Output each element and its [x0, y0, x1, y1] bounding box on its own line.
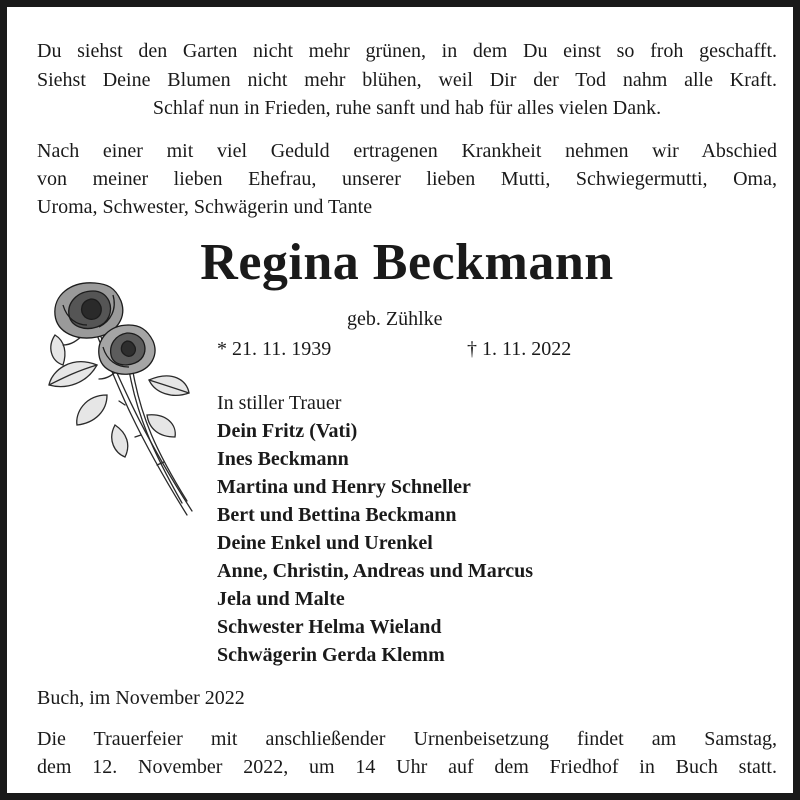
deceased-name: Regina Beckmann	[200, 234, 614, 291]
mourner-name: Ines Beckmann	[217, 448, 349, 470]
poem-line: Du siehst den Garten nicht mehr grünen, in dem Du einst so froh geschafft.	[37, 40, 777, 62]
mourner-name: Dein Fritz (Vati)	[217, 420, 358, 442]
poem-line: Siehst Deine Blumen nicht mehr blühen, weil Dir der Tod nahm alle Kraft.	[37, 69, 777, 91]
rose-illustration	[37, 275, 207, 525]
poem-line: Schlaf nun in Frieden, ruhe sanft und hab für alles vielen Dank.	[152, 97, 662, 119]
funeral-line: dem 12. November 2022, um 14 Uhr auf dem Friedhof in Buch statt.	[37, 756, 777, 778]
intro-line: Nach einer mit viel Geduld ertragenen Krankheit nehmen wir Abschied	[37, 140, 777, 162]
mourner-name: Schwester Helma Wieland	[217, 616, 442, 638]
funeral-line: Die Trauerfeier mit anschließender Urnenbeisetzung findet am Samstag,	[37, 728, 777, 750]
mourner-name: Bert und Bettina Beckmann	[217, 504, 457, 526]
place-date: Buch, im November 2022	[37, 687, 245, 709]
mourner-name: Martina und Henry Schneller	[217, 476, 471, 498]
mourners-heading: In stiller Trauer	[217, 392, 342, 414]
mourner-name: Anne, Christin, Andreas und Marcus	[217, 560, 533, 582]
intro-line: Uroma, Schwester, Schwägerin und Tante	[37, 196, 373, 218]
mourner-name: Schwägerin Gerda Klemm	[217, 644, 445, 666]
maiden-name: geb. Zühlke	[347, 308, 443, 330]
death-date: † 1. 11. 2022	[467, 338, 572, 360]
mourner-name: Deine Enkel und Urenkel	[217, 532, 433, 554]
birth-date: * 21. 11. 1939	[217, 338, 332, 360]
intro-line: von meiner lieben Ehefrau, unserer lieben Mutti, Schwiegermutti, Oma,	[37, 168, 777, 190]
mourner-name: Jela und Malte	[217, 588, 345, 610]
